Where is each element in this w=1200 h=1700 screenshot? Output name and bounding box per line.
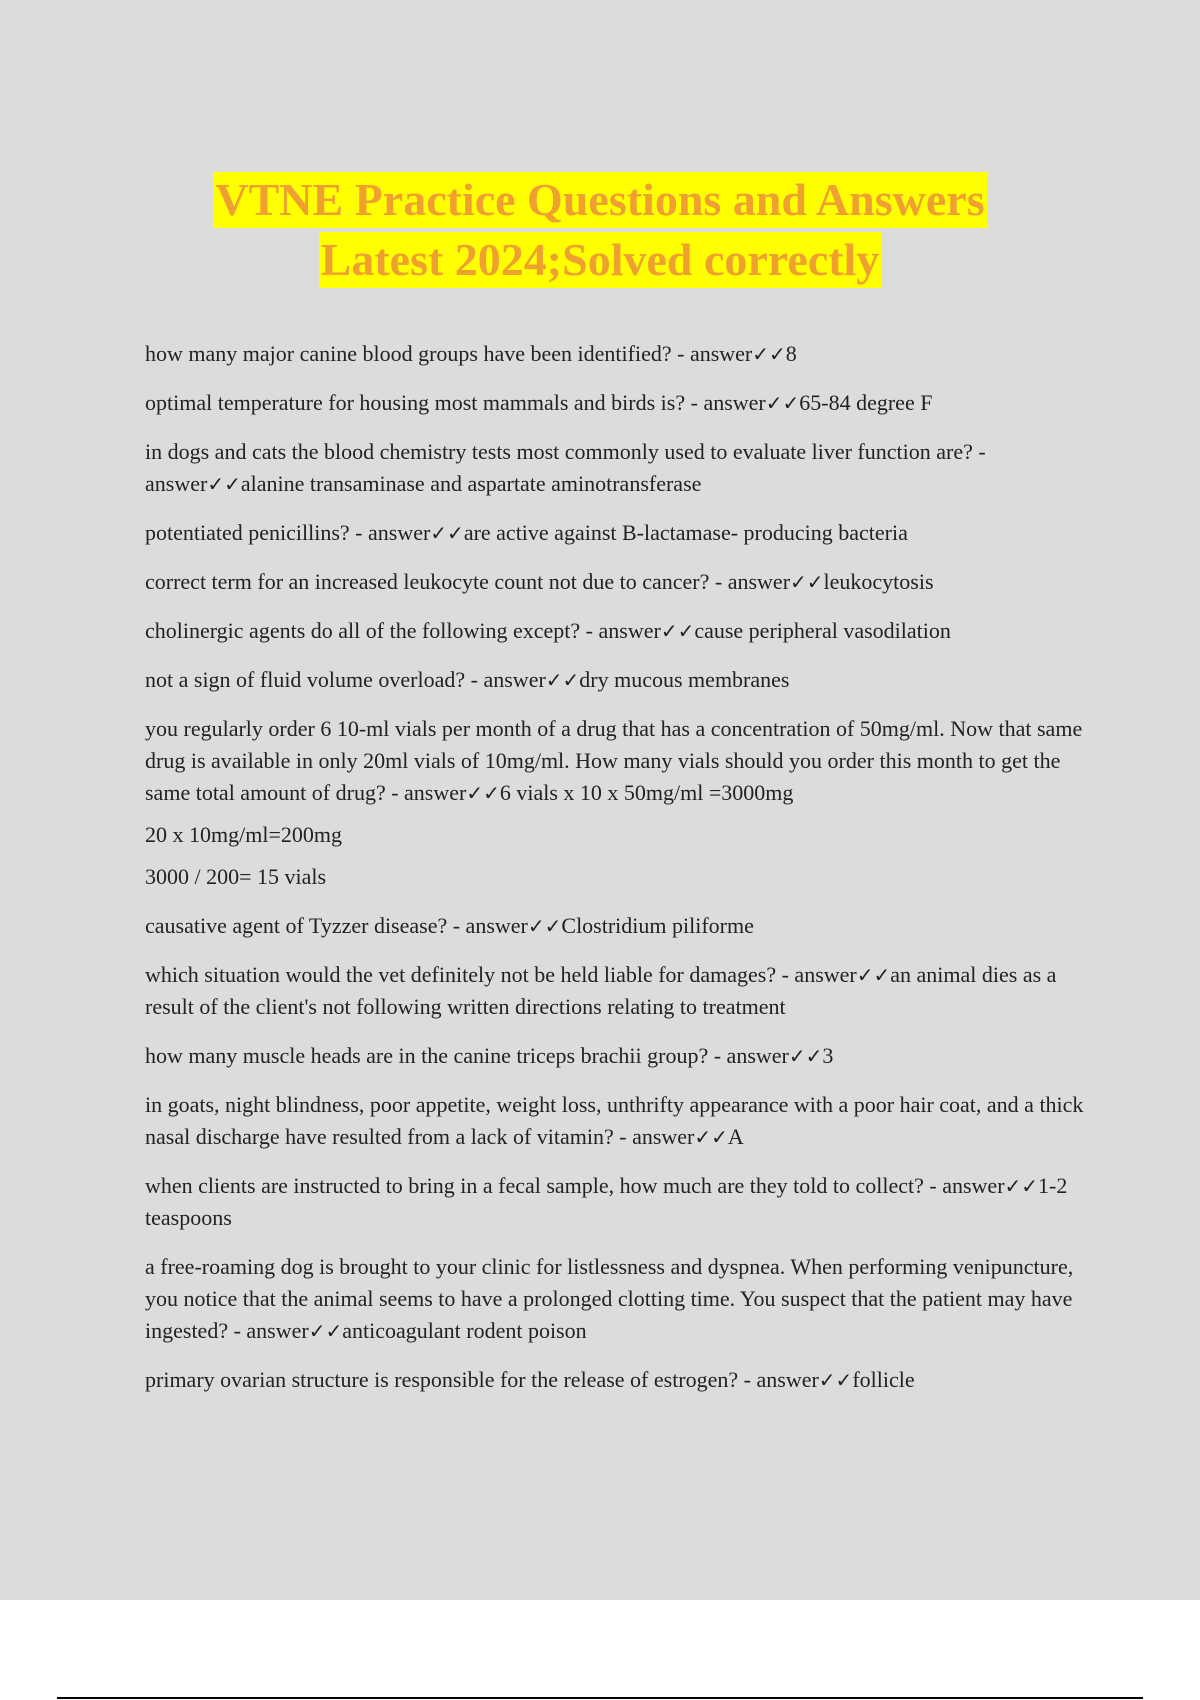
question-text: optimal temperature for housing most mammals and birds is? - answer [145, 390, 766, 415]
answer-text: dry mucous membranes [579, 667, 790, 692]
question-text: cholinergic agents do all of the following except? - answer [145, 618, 661, 643]
question-text: how many major canine blood groups have been identified? - answer [145, 341, 753, 366]
question-text: in goats, night blindness, poor appetite, weight loss, unthrifty appearance with a poor hair coat, and a thick nasal discharge have resulted from a lack of vitamin? - answer [145, 1092, 1084, 1149]
answer-text: 6 vials x 10 x 50mg/ml =3000mg [499, 780, 794, 805]
qa-item [145, 713, 1095, 809]
qa-item [145, 1364, 1095, 1396]
answer-text: 1-2 teaspoons [145, 1173, 1068, 1230]
question-text: a free-roaming dog is brought to your clinic for listlessness and dyspnea. When performing venipuncture, you notice that the animal seems to have a prolonged clotting time. You suspect that the patient may have ingested? - answer [145, 1254, 1074, 1343]
check-icon: ✓✓ [466, 781, 500, 805]
check-icon: ✓✓ [660, 619, 695, 643]
answer-text: A [727, 1124, 744, 1149]
check-icon: ✓✓ [788, 1044, 823, 1068]
check-icon: ✓✓ [527, 914, 562, 938]
qa-item [145, 1089, 1095, 1153]
check-icon: ✓✓ [308, 1319, 343, 1343]
qa-item [145, 517, 1095, 549]
check-icon: ✓✓ [545, 668, 580, 692]
check-icon: ✓✓ [818, 1368, 853, 1392]
answer-text: are active against B-lactamase- producing bacteria [463, 520, 908, 545]
answer-text: anticoagulant rodent poison [342, 1318, 587, 1343]
answer-text: 3 [822, 1043, 834, 1068]
question-text: you regularly order 6 10-ml vials per month of a drug that has a concentration of 50mg/ml. Now that same drug is available in only 20ml vials of 10mg/ml. How many vials should you order this month to get the same total amount of drug? - answer [145, 716, 1083, 805]
answer-text: cause peripheral vasodilation [694, 618, 951, 643]
qa-item [145, 615, 1095, 647]
check-icon: ✓✓ [694, 1125, 728, 1149]
check-icon: ✓✓ [790, 570, 824, 594]
answer-text: 65-84 degree F [799, 390, 933, 415]
qa-item [145, 910, 1095, 942]
check-icon: ✓✓ [752, 342, 786, 366]
check-icon: ✓✓ [1004, 1174, 1039, 1198]
answer-text: Clostridium piliforme [561, 913, 754, 938]
question-text: correct term for an increased leukocyte count not due to cancer? - answer [145, 569, 791, 594]
qa-item [145, 436, 1095, 500]
qa-item [145, 338, 1095, 370]
answer-text: leukocytosis [823, 569, 934, 594]
calc-line: 20 x 10mg/ml=200mg [145, 822, 342, 847]
check-icon: ✓✓ [430, 521, 464, 545]
document-title [0, 170, 1200, 290]
question-text: which situation would the vet definitely not be held liable for damages? - answer [145, 962, 857, 987]
qa-list [145, 338, 1095, 1413]
question-text: causative agent of Tyzzer disease? - answer [145, 913, 528, 938]
title-line-2: Latest 2024;Solved correctly [319, 232, 882, 288]
answer-text: 8 [785, 341, 797, 366]
check-icon: ✓✓ [765, 391, 800, 415]
answer-text: alanine transaminase and aspartate aminotransferase [240, 471, 702, 496]
qa-item [145, 959, 1095, 1023]
calc-line: 3000 / 200= 15 vials [145, 864, 327, 889]
qa-item [145, 387, 1095, 419]
question-text: potentiated penicillins? - answer [145, 520, 431, 545]
answer-text: follicle [852, 1367, 915, 1392]
qa-item [145, 566, 1095, 598]
question-text: in dogs and cats the blood chemistry tests most commonly used to evaluate liver function are? - answer [145, 439, 986, 496]
question-text: how many muscle heads are in the canine triceps brachii group? - answer [145, 1043, 789, 1068]
question-text: when clients are instructed to bring in a fecal sample, how much are they told to collect? - answer [145, 1173, 1005, 1198]
title-line-1: VTNE Practice Questions and Answers [213, 172, 986, 228]
qa-item [145, 1251, 1095, 1347]
question-text: not a sign of fluid volume overload? - answer [145, 667, 546, 692]
check-icon: ✓✓ [856, 963, 891, 987]
qa-item [145, 1170, 1095, 1234]
check-icon: ✓✓ [207, 472, 241, 496]
qa-item [145, 1040, 1095, 1072]
question-text: primary ovarian structure is responsible for the release of estrogen? - answer [145, 1367, 819, 1392]
answer-text: an animal dies as a result of the client's not following written directions relating to treatment [145, 962, 1057, 1019]
bottom-divider [57, 1697, 1143, 1699]
qa-item [145, 664, 1095, 696]
